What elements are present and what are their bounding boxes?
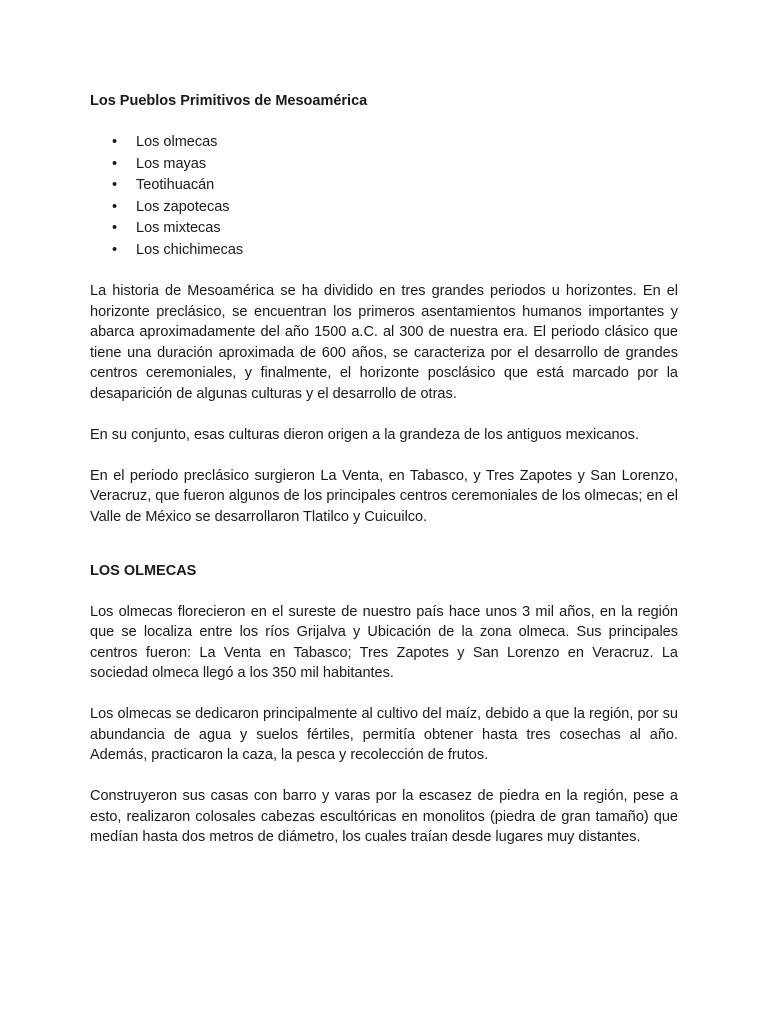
list-item-label: Los olmecas bbox=[136, 134, 218, 150]
paragraph-preclassic-centers: En el periodo preclásico surgieron La Venta, en Tabasco, y Tres Zapotes y San Lorenzo, Veracruz, que fueron algunos de los principales centros ceremoniales de los olmecas; en el Valle de México se desarrollaron Tlatilco y Cuicuilco. bbox=[90, 467, 678, 525]
document-page bbox=[90, 91, 678, 868]
bullet-icon: • bbox=[112, 241, 118, 258]
document-title: Los Pueblos Primitivos de Mesoamérica bbox=[90, 93, 368, 109]
bullet-icon: • bbox=[112, 134, 118, 150]
list-item bbox=[90, 132, 678, 154]
list-item-label: Los zapotecas bbox=[136, 198, 230, 215]
list-item bbox=[90, 154, 678, 176]
list-item-label: Los mixtecas bbox=[136, 220, 221, 236]
bullet-icon: • bbox=[112, 155, 118, 172]
paragraph-greatness: En su conjunto, esas culturas dieron origen a la grandeza de los antiguos mexicanos. bbox=[90, 426, 639, 443]
bullet-icon: • bbox=[112, 198, 118, 215]
paragraph-olmec-construction: Construyeron sus casas con barro y varas por la escasez de piedra en la región, pese a esto, realizaron colosales cabezas escultóricas en monolitos (piedra de gran tamaño) que medían hasta dos metros de diámetro, los cuales traían desde lugares muy distantes. bbox=[90, 788, 678, 845]
list-item-label: Teotihuacán bbox=[136, 177, 215, 193]
list-item bbox=[90, 240, 678, 262]
section-heading: LOS OLMECAS bbox=[90, 563, 197, 579]
paragraph-olmec-location: Los olmecas florecieron en el sureste de nuestro país hace unos 3 mil años, en la región que se localiza entre los ríos Grijalva y Ubicación de la zona olmeca. Sus principales centros fueron: La Venta en Tabasco; Tres Zapotes y San Lorenzo en Veracruz. La sociedad olmeca llegó a los 350 mil habitantes. bbox=[90, 603, 678, 681]
list-item bbox=[90, 197, 678, 219]
bullet-icon: • bbox=[112, 177, 118, 193]
peoples-list bbox=[90, 132, 678, 261]
paragraph-olmec-agriculture: Los olmecas se dedicaron principalmente al cultivo del maíz, debido a que la región, por su abundancia de agua y suelos fértiles, permitía obtener hasta tres cosechas al año. Además, practicaron la caza, la pesca y recolección de frutos. bbox=[90, 706, 678, 763]
list-item bbox=[90, 175, 678, 197]
list-item-label: Los chichimecas bbox=[136, 241, 244, 258]
list-item-label: Los mayas bbox=[136, 155, 207, 172]
list-item bbox=[90, 218, 678, 240]
bullet-icon: • bbox=[112, 220, 118, 236]
paragraph-periods: La historia de Mesoamérica se ha dividido en tres grandes periodos u horizontes. En el horizonte preclásico, se encuentran los primeros asentamientos humanos importantes y abarca aproximadamente del año 1500 a.C. al 300 de nuestra era. El periodo clásico que tiene una duración aproximada de 600 años, se caracteriza por el desarrollo de grandes centros ceremoniales, y finalmente, el horizonte posclásico que está marcado por la desaparición de algunas culturas y el desarrollo de otras. bbox=[90, 283, 678, 402]
